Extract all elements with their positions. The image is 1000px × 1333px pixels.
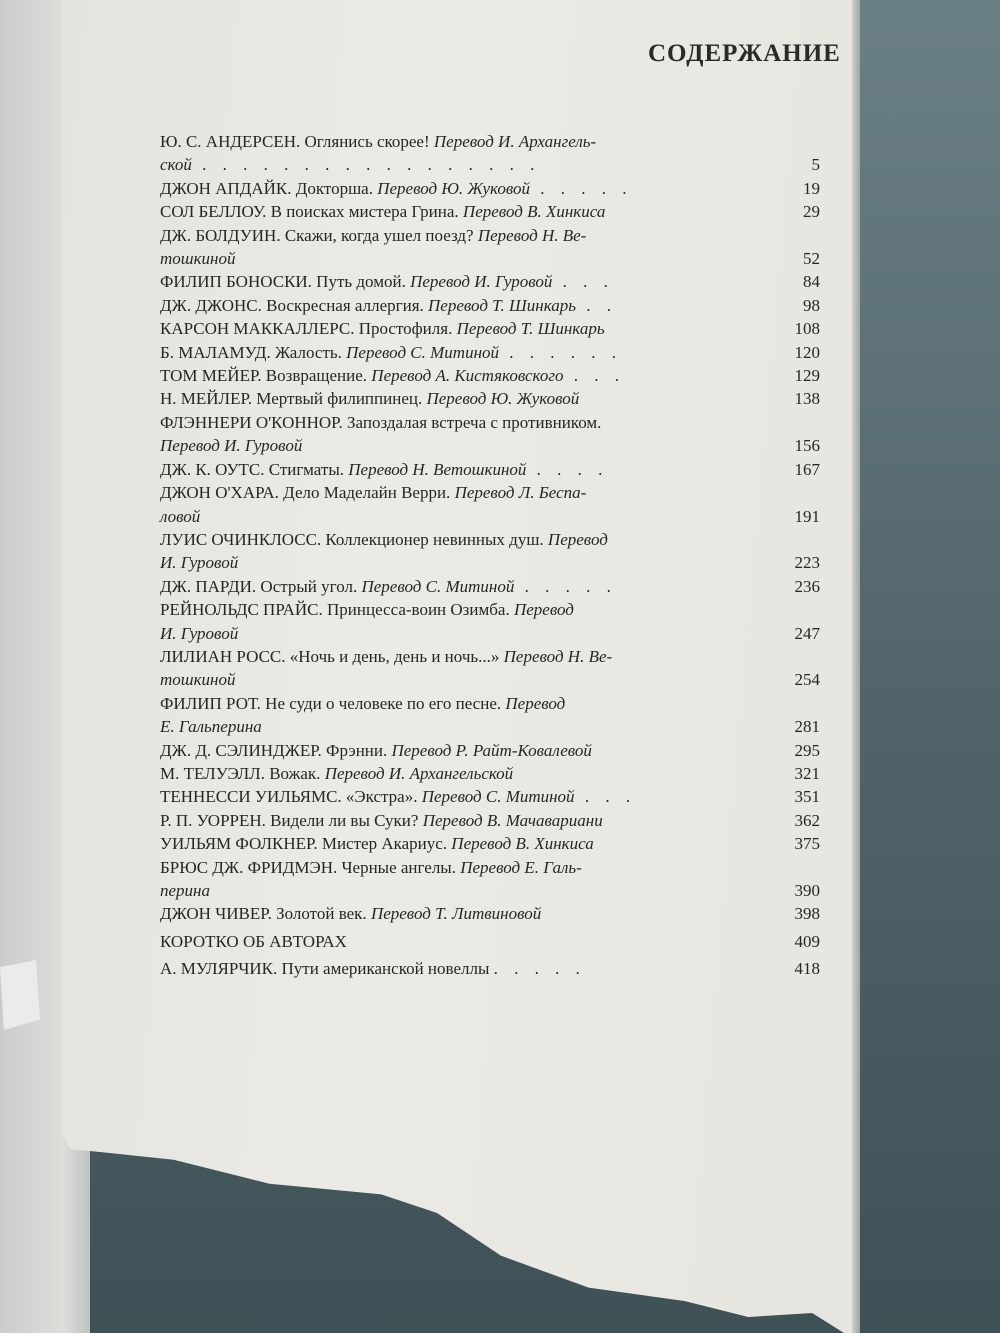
toc-entry-title [160, 739, 820, 762]
entry-translator-cont: тошкиной [160, 670, 236, 690]
entry-translator: Перевод И. Гуровой [410, 272, 553, 292]
toc-entry [160, 294, 820, 317]
toc-entry [160, 739, 820, 762]
toc-entry-title [160, 200, 820, 223]
entry-translator-cont: ловой [160, 506, 201, 526]
entry-author-title: ФЛЭННЕРИ О'КОННОР. Запоздалая встреча с противником. [160, 412, 602, 432]
entry-translator: Перевод И. Архангель- [433, 132, 597, 151]
entry-translator: Перевод Н. Ве- [477, 225, 587, 245]
entry-author-title: ТОМ МЕЙЕР. Возвращение. [160, 366, 372, 386]
toc-entry-title [160, 575, 820, 598]
toc-page-number: 254 [794, 670, 820, 690]
toc-entry-title [160, 411, 820, 458]
toc-entry-title [160, 528, 820, 575]
toc-entry-title [160, 387, 820, 410]
toc-page-number: 281 [794, 717, 820, 737]
leader-dots: . . . . . . [499, 342, 622, 362]
entry-author-title: ДЖОН О'ХАРА. Дело Маделайн Верри. [160, 483, 455, 503]
entry-author-title: ЛИЛИАН РОСС. «Ночь и день, день и ночь...» [160, 646, 504, 666]
toc-entry-title [160, 856, 820, 903]
entry-translator-cont: И. Гуровой [160, 553, 239, 573]
toc-page-number: 156 [794, 436, 820, 456]
entry-translator: Перевод Р. Райт-Ковалевой [391, 740, 592, 760]
entry-author-title: УИЛЬЯМ ФОЛКНЕР. Мистер Акариус. [160, 834, 452, 854]
toc-page-number: 351 [794, 787, 820, 807]
toc-entry [160, 809, 820, 832]
toc-entry-title [160, 957, 820, 980]
toc-page-number: 5 [811, 155, 820, 175]
entry-translator: Перевод Т. Шинкарь [456, 319, 605, 339]
entry-translator: Перевод С. Митиной [361, 576, 515, 596]
toc-page-number: 84 [803, 272, 820, 292]
entry-translator: Перевод В. Мачавариани [422, 810, 603, 830]
entry-translator: Перевод В. Хинкиса [451, 834, 594, 854]
toc-entry [160, 270, 820, 293]
toc-page-number: 29 [803, 202, 820, 222]
toc-entry-title [160, 902, 820, 925]
toc-entry [160, 481, 820, 528]
leader-dots: . . [575, 295, 617, 315]
entry-author-title: Ю. С. АНДЕРСЕН. Оглянись скорее! [160, 132, 434, 151]
toc-page-number: 409 [794, 931, 820, 951]
toc-page-number: 321 [794, 763, 820, 783]
table-of-contents [160, 130, 820, 981]
toc-entry [160, 130, 820, 177]
toc-entry-title [160, 692, 820, 739]
toc-entry-title [160, 270, 820, 293]
toc-page-number: 375 [794, 834, 820, 854]
entry-translator: Перевод Т. Литвиновой [370, 904, 542, 924]
toc-entry [160, 645, 820, 692]
toc-page-number: 191 [794, 506, 820, 526]
toc-page-number: 98 [803, 295, 820, 315]
leader-dots: . . . . . [493, 959, 586, 979]
toc-entry-title [160, 341, 820, 364]
toc-entry [160, 317, 820, 340]
toc-page-number: 236 [794, 576, 820, 596]
entry-translator: Перевод И. Архангельской [324, 763, 514, 783]
toc-entry [160, 930, 820, 953]
entry-translator: Перевод Ю. Жуковой [377, 178, 531, 198]
entry-translator-cont: И. Гуровой [160, 623, 239, 643]
toc-entry-title [160, 364, 820, 387]
toc-page-number: 120 [794, 342, 820, 362]
page-edge [852, 0, 860, 1333]
toc-entry [160, 957, 820, 980]
entry-author-title: ТЕННЕССИ УИЛЬЯМС. «Экстра». [160, 787, 422, 807]
toc-entry-title [160, 832, 820, 855]
toc-entry [160, 785, 820, 808]
toc-page-number: 418 [794, 959, 820, 979]
entry-author-title: М. ТЕЛУЭЛЛ. Вожак. [160, 763, 325, 783]
toc-entry [160, 856, 820, 903]
toc-entry [160, 902, 820, 925]
toc-entry [160, 411, 820, 458]
toc-entry-title [160, 762, 820, 785]
entry-translator-cont: ской [160, 155, 192, 175]
entry-translator: Перевод И. Гуровой [160, 436, 303, 456]
leader-dots: . . . [552, 272, 614, 292]
entry-translator: Перевод Ю. Жуковой [426, 389, 580, 409]
entry-translator: Перевод [547, 529, 608, 549]
leader-dots: . . . . . [530, 178, 633, 198]
toc-entry [160, 387, 820, 410]
toc-entry-title [160, 458, 820, 481]
toc-entry-title [160, 130, 820, 177]
toc-entry [160, 364, 820, 387]
toc-entry [160, 224, 820, 271]
toc-entry-title [160, 224, 820, 271]
toc-page-number: 398 [794, 904, 820, 924]
toc-entry [160, 832, 820, 855]
leader-dots: . . . [574, 787, 637, 807]
entry-author-title: ЛУИС ОЧИНКЛОСС. Коллекционер невинных душ. [160, 529, 548, 549]
toc-entry-title [160, 481, 820, 528]
entry-author-title: ДЖ. ПАРДИ. Острый угол. [160, 576, 362, 596]
toc-page-number: 295 [794, 740, 820, 760]
toc-page-number: 362 [794, 810, 820, 830]
page-heading: СОДЕРЖАНИЕ [648, 40, 841, 67]
entry-author-title: ДЖ. Д. СЭЛИНДЖЕР. Фрэнни. [160, 740, 392, 760]
entry-author-title: ФИЛИП БОНОСКИ. Путь домой. [160, 272, 411, 292]
entry-author-title: ДЖ. ДЖОНС. Воскресная аллергия. [160, 295, 429, 315]
entry-translator: Перевод А. Кистяковского [371, 366, 564, 386]
entry-author-title: Б. МАЛАМУД. Жалость. [160, 342, 347, 362]
toc-entry-title [160, 645, 820, 692]
toc-entry-title [160, 177, 820, 200]
toc-entry [160, 598, 820, 645]
entry-translator: Перевод Е. Галь- [460, 857, 582, 877]
toc-entry [160, 458, 820, 481]
entry-author-title: СОЛ БЕЛЛОУ. В поисках мистера Грина. [160, 202, 463, 222]
entry-translator-cont: тошкиной [160, 249, 236, 269]
toc-entry-title [160, 294, 820, 317]
leader-dots: . . . [563, 366, 625, 386]
toc-page-number: 138 [794, 389, 820, 409]
toc-page-number: 167 [794, 459, 820, 479]
entry-author-title: ДЖОН ЧИВЕР. Золотой век. [160, 904, 371, 924]
entry-translator: Перевод В. Хинкиса [462, 202, 606, 222]
entry-author-title: А. МУЛЯРЧИК. Пути американской новеллы [160, 959, 494, 979]
entry-author-title: ДЖОН АПДАЙК. Докторша. [160, 178, 378, 198]
toc-page-number: 129 [794, 366, 820, 386]
entry-author-title: РЕЙНОЛЬДС ПРАЙС. Принцесса-воин Озимба. [160, 600, 514, 620]
leader-dots: . . . . . . . . . . . . . . . . . [191, 155, 541, 175]
entry-translator: Перевод Т. Шинкарь [428, 295, 576, 315]
entry-author-title: Р. П. УОРРЕН. Видели ли вы Суки? [160, 810, 423, 830]
toc-page-number: 223 [794, 553, 820, 573]
toc-entry [160, 575, 820, 598]
entry-author-title: ДЖ. БОЛДУИН. Скажи, когда ушел поезд? [160, 225, 478, 245]
toc-entry [160, 762, 820, 785]
toc-entry-title [160, 785, 820, 808]
toc-page-number: 19 [803, 178, 820, 198]
entry-translator: Перевод С. Митиной [421, 787, 575, 807]
entry-translator: Перевод [513, 600, 574, 620]
toc-entry [160, 341, 820, 364]
toc-page-number: 390 [794, 881, 820, 900]
entry-author-title: Н. МЕЙЛЕР. Мертвый филиппинец. [160, 389, 427, 409]
toc-entry [160, 177, 820, 200]
leader-dots: . . . . . [514, 576, 617, 596]
paper-scrap [0, 960, 40, 1030]
toc-page-number: 108 [794, 319, 820, 339]
toc-entry-title [160, 809, 820, 832]
toc-entry-title [160, 317, 820, 340]
toc-entry-title [160, 598, 820, 645]
entry-author-title: КОРОТКО ОБ АВТОРАХ [160, 931, 347, 951]
leader-dots: . . . . [526, 459, 609, 479]
entry-translator-cont: перина [160, 881, 210, 900]
entry-translator: Перевод [505, 693, 566, 713]
entry-translator: Перевод Н. Ве- [503, 646, 613, 666]
toc-entry [160, 692, 820, 739]
entry-author-title: ДЖ. К. ОУТС. Стигматы. [160, 459, 349, 479]
entry-translator: Перевод Н. Ветошкиной [348, 459, 527, 479]
entry-translator: Перевод Л. Беспа- [454, 483, 587, 503]
toc-page-number: 247 [794, 623, 820, 643]
toc-entry [160, 200, 820, 223]
toc-page-number: 52 [803, 249, 820, 269]
entry-translator-cont: Е. Гальперина [160, 717, 262, 737]
toc-entry [160, 528, 820, 575]
entry-author-title: ФИЛИП РОТ. Не суди о человеке по его песне. [160, 693, 506, 713]
toc-entry-title [160, 930, 820, 953]
entry-translator: Перевод С. Митиной [346, 342, 499, 362]
entry-author-title: КАРСОН МАККАЛЛЕРС. Простофиля. [160, 319, 457, 339]
entry-author-title: БРЮС ДЖ. ФРИДМЭН. Черные ангелы. [160, 857, 461, 877]
